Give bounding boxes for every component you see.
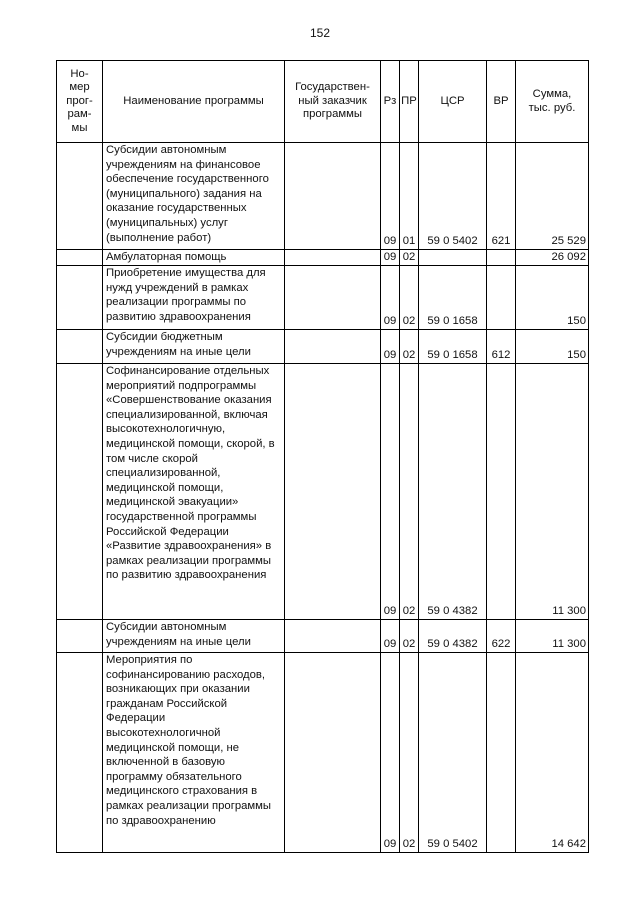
header-program-name: Наименование программы (103, 61, 285, 143)
sum-cell: 14 642 (516, 653, 589, 853)
rz-cell: 09 (381, 250, 400, 266)
vr-cell: 622 (487, 620, 516, 653)
program-number-cell (57, 620, 103, 653)
vr-cell (487, 250, 516, 266)
program-name-cell: Софинансирование отдельных мероприятий подпрограммы «Совершенствование оказания специализированной, включая высокотехнологичную, медицинской помощи, скорой, в том числе скорой специализированной, медицинской помощи, медицинской эвакуации» государственной программы Российской Федерации «Развитие здравоохранения» в рамках реализации программы по развитию здравоохранения (103, 364, 285, 620)
customer-cell (285, 266, 381, 330)
program-number-cell (57, 250, 103, 266)
sum-cell: 150 (516, 266, 589, 330)
customer-cell (285, 143, 381, 250)
pr-cell: 02 (400, 330, 419, 364)
program-number-cell (57, 266, 103, 330)
header-program-number: Но- мер прог- рам- мы (57, 61, 103, 143)
rz-cell: 09 (381, 364, 400, 620)
page-number: 152 (309, 26, 331, 40)
rz-cell: 09 (381, 653, 400, 853)
program-name-cell: Субсидии автономным учреждениям на финансовое обеспечение государственного (муниципального) задания на оказание государственных (муниципальных) услуг (выполнение работ) (103, 143, 285, 250)
customer-cell (285, 620, 381, 653)
sum-cell: 25 529 (516, 143, 589, 250)
csr-cell: 59 0 5402 (419, 653, 487, 853)
rz-cell: 09 (381, 143, 400, 250)
vr-cell (487, 364, 516, 620)
pr-cell: 02 (400, 620, 419, 653)
header-customer: Государствен- ный заказчик программы (285, 61, 381, 143)
csr-cell: 59 0 1658 (419, 330, 487, 364)
header-rz: Рз (381, 61, 400, 143)
sum-cell: 26 092 (516, 250, 589, 266)
table-row (57, 364, 589, 620)
pr-cell: 02 (400, 364, 419, 620)
csr-cell: 59 0 1658 (419, 266, 487, 330)
table-row (57, 143, 589, 250)
header-sum: Сумма, тыс. руб. (516, 61, 589, 143)
vr-cell: 612 (487, 330, 516, 364)
sum-cell: 11 300 (516, 620, 589, 653)
table-row (57, 653, 589, 853)
header-row (57, 61, 589, 143)
vr-cell: 621 (487, 143, 516, 250)
pr-cell: 02 (400, 250, 419, 266)
rz-cell: 09 (381, 266, 400, 330)
pr-cell: 01 (400, 143, 419, 250)
table-row (57, 330, 589, 364)
customer-cell (285, 653, 381, 853)
csr-cell: 59 0 4382 (419, 620, 487, 653)
rz-cell: 09 (381, 620, 400, 653)
program-name-cell: Субсидии бюджетным учреждениям на иные цели (103, 330, 285, 364)
sum-cell: 150 (516, 330, 589, 364)
program-name-cell: Мероприятия по софинансированию расходов, возникающих при оказании гражданам Российской Федерации высокотехнологичной медицинской помощи, не включенной в базовую программу обязательного медицинского страхования в рамках реализации программы по здравоохранению (103, 653, 285, 853)
vr-cell (487, 266, 516, 330)
table-row (57, 250, 589, 266)
program-name-cell: Приобретение имущества для нужд учреждений в рамках реализации программы по развитию здравоохранения (103, 266, 285, 330)
customer-cell (285, 330, 381, 364)
program-name-cell: Субсидии автономным учреждениям на иные цели (103, 620, 285, 653)
header-pr: ПР (400, 61, 419, 143)
program-number-cell (57, 330, 103, 364)
table-row (57, 266, 589, 330)
program-number-cell (57, 653, 103, 853)
program-number-cell (57, 364, 103, 620)
customer-cell (285, 364, 381, 620)
vr-cell (487, 653, 516, 853)
pr-cell: 02 (400, 653, 419, 853)
csr-cell: 59 0 5402 (419, 143, 487, 250)
program-name-cell: Амбулаторная помощь (103, 250, 285, 266)
header-csr: ЦСР (419, 61, 487, 143)
table-row (57, 620, 589, 653)
header-vr: ВР (487, 61, 516, 143)
rz-cell: 09 (381, 330, 400, 364)
sum-cell: 11 300 (516, 364, 589, 620)
budget-table (56, 60, 589, 853)
pr-cell: 02 (400, 266, 419, 330)
csr-cell: 59 0 4382 (419, 364, 487, 620)
csr-cell (419, 250, 487, 266)
program-number-cell (57, 143, 103, 250)
customer-cell (285, 250, 381, 266)
